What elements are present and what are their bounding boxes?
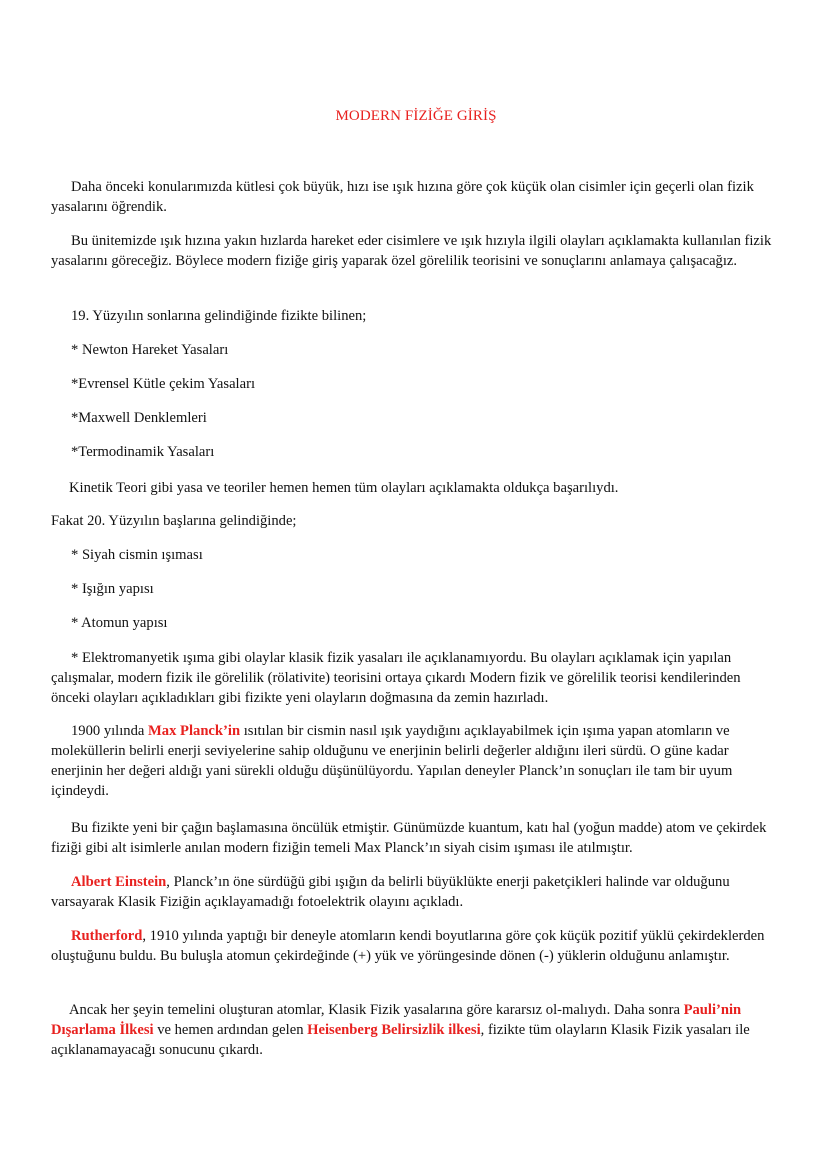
paragraph-unit-goal: Bu ünitemizde ışık hızına yakın hızlarda hareket eder cisimlere ve ışık hızıyla ilgili olayları açıklamakta kullanılan fizik yasalarını göreceğiz. Böylece modern fiziğe giriş yaparak özel görelilik teorisini ve sonuçlarını anlamaya çalışacağız. — [51, 233, 772, 269]
paragraph-new-era: Bu fizikte yeni bir çağın başlamasına öncülük etmiştir. Günümüzde kuantum, katı hal (yoğun madde) atom ve çekirdek fiziği gibi alt isimlerle anılan modern fiziğin temeli Max Planck’ın siyah cisim ışıması ile atılmıştır. — [51, 820, 767, 856]
list-item-thermodynamics: *Termodinamik Yasaları — [71, 444, 215, 460]
list-item-maxwell: *Maxwell Denklemleri — [71, 410, 207, 426]
paragraph-20th-century: Fakat 20. Yüzyılın başlarına gelindiğinde; — [51, 513, 297, 529]
heisenberg-name: Heisenberg Belirsizlik ilkesi — [307, 1022, 481, 1038]
einstein-name: Albert Einstein — [71, 874, 167, 890]
paragraph-rutherford — [51, 926, 781, 966]
paragraph-pauli-heisenberg — [51, 1000, 781, 1060]
pauli-post: , fizikte tüm olayların Klasik Fizik yasaları ile açıklanamayacağı sonucunu çıkardı. — [51, 1022, 750, 1058]
planck-pre: 1900 yılında — [71, 723, 149, 739]
paragraph-intro: Daha önceki konularımızda kütlesi çok büyük, hızı ise ışık hızına göre çok küçük olan cisimler için geçerli olan fizik yasalarını öğrendik. — [51, 179, 754, 215]
list-item-gravitation: *Evrensel Kütle çekim Yasaları — [71, 376, 255, 392]
list-item-newton: * Newton Hareket Yasaları — [71, 342, 229, 358]
pauli-mid: ve hemen ardından gelen — [153, 1022, 308, 1038]
list-item-atom-structure: * Atomun yapısı — [71, 615, 168, 631]
paragraph-electromagnetic: * Elektromanyetik ışıma gibi olaylar klasik fizik yasaları ile açıklanamıyordu. Bu olayları açıklamak için yapılan çalışmalar, modern fizik ile görelilik (rölativite) teorisini ortaya çıkardı Modern fizik ve görelilik teorisi kendilerinden önceki olayları açıkladıkları gibi fizikte yeni olayların doğmasına da zemin hazırladı. — [51, 650, 741, 706]
page-title: MODERN FİZİĞE GİRİŞ — [335, 108, 497, 124]
einstein-post: , Planck’ın öne sürdüğü gibi ışığın da belirli büyüklükte enerji paketçikleri halinde var olduğunu varsayarak Klasik Fiziğin açıklayamadığı fotoelektrik olayını açıkladı. — [51, 874, 730, 910]
paragraph-planck — [51, 721, 781, 801]
paragraph-kinetic-theory: Kinetik Teori gibi yasa ve teoriler hemen hemen tüm olayları açıklamakta oldukça başarılıydı. — [69, 480, 619, 496]
planck-post: ısıtılan bir cismin nasıl ışık yaydığını açıklayabilmek için ışıma yapan atomların ve moleküllerin belirli enerji seviyelerine sahip olduğunu ve enerjinin belirli değerler aldığını ileri sürdü. O güne kadar enerjinin her değeri aldığı yani sürekli olduğu düşünülüyordu. Yapılan deneyler Planck’ın sonuçları ile tam bir uyum içindeydi. — [51, 723, 733, 799]
pauli-pre: Ancak her şeyin temelini oluşturan atomlar, Klasik Fizik yasalarına göre kararsız ol-malıydı. Daha sonra — [69, 1002, 684, 1018]
pauli-name: Pauli’nin Dışarlama İlkesi — [51, 1002, 742, 1038]
list-item-blackbody: * Siyah cismin ışıması — [71, 547, 203, 563]
rutherford-name: Rutherford — [71, 928, 143, 944]
paragraph-einstein — [51, 872, 781, 912]
paragraph-19th-century: 19. Yüzyılın sonlarına gelindiğinde fizikte bilinen; — [71, 308, 367, 324]
rutherford-post: , 1910 yılında yaptığı bir deneyle atomların kendi boyutlarına göre çok küçük pozitif yüklü çekirdeklerden oluştuğunu buldu. Bu buluşla atomun çekirdeğinde (+) yük ve yörüngesinde dönen (-) yüklerin olduğunu anlamıştır. — [51, 928, 765, 964]
planck-name: Max Planck’in — [148, 723, 241, 739]
list-item-light-structure: * Işığın yapısı — [71, 581, 154, 597]
